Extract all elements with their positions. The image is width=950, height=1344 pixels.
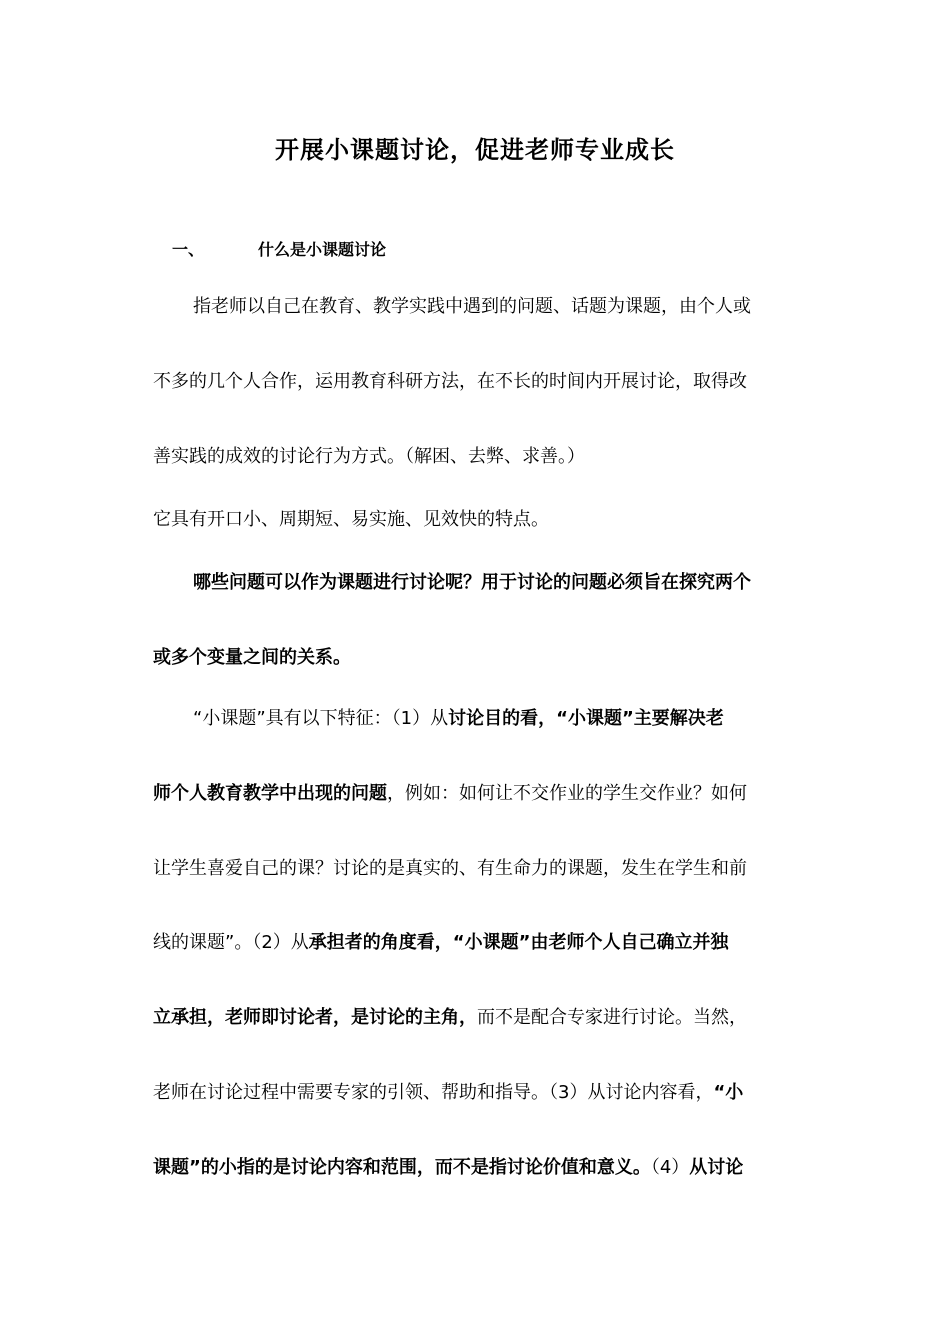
traits-line-7 (153, 1153, 803, 1183)
traits-bold-text: 承担者的角度看，“小课题”由老师个人自己确立并独 (308, 932, 729, 953)
section-heading (172, 238, 386, 262)
traits-bold-text: 讨论目的看，“小课题”主要解决老 (448, 708, 724, 729)
traits-text: ，例如：如何让不交作业的学生交作业？如何 (387, 783, 747, 804)
traits-bold-text: 师个人教育教学中出现的问题 (153, 783, 387, 804)
traits-line-1 (193, 704, 843, 734)
traits-bold-text: 立承担，老师即讨论者，是讨论的主角， (153, 1007, 477, 1028)
features-line: 它具有开口小、周期短、易实施、见效快的特点。 (153, 509, 549, 530)
traits-line-3: 让学生喜爱自己的课？讨论的是真实的、有生命力的课题，发生在学生和前 (153, 858, 747, 879)
traits-bold-text: 课题”的小指的是讨论内容和范围，而不是指讨论价值和意义。 (153, 1157, 651, 1178)
question-line-2: 或多个变量之间的关系。 (153, 647, 351, 668)
traits-bold-text: 从讨论 (689, 1157, 744, 1178)
traits-text: 老师在讨论过程中需要专家的引领、帮助和指导。（3）从讨论内容看， (153, 1082, 714, 1103)
document-title: 开展小课题讨论，促进老师专业成长 (275, 135, 675, 164)
traits-text: （4） (650, 1157, 690, 1178)
traits-line-4 (153, 928, 803, 958)
traits-line-5 (153, 1003, 803, 1033)
definition-line-1: 指老师以自己在教育、教学实践中遇到的问题、话题为课题，由个人或 (193, 296, 751, 317)
traits-bold-text: “小 (713, 1082, 744, 1103)
definition-line-2: 不多的几个人合作，运用教育科研方法，在不长的时间内开展讨论，取得改 (153, 371, 747, 392)
traits-text: 而不是配合专家进行讨论。当然， (477, 1007, 747, 1028)
definition-line-3: 善实践的成效的讨论行为方式。（解困、去弊、求善。） (153, 446, 585, 467)
section-number: 一、 (172, 240, 205, 259)
question-line-1: 哪些问题可以作为课题进行讨论呢？用于讨论的问题必须旨在探究两个 (193, 572, 751, 593)
traits-text: “小课题”具有以下特征：（1）从 (193, 708, 449, 729)
traits-line-6 (153, 1078, 803, 1108)
traits-line-2 (153, 779, 803, 809)
traits-text: 线的课题”。（2）从 (153, 932, 309, 953)
section-heading-text: 什么是小课题讨论 (258, 240, 387, 259)
